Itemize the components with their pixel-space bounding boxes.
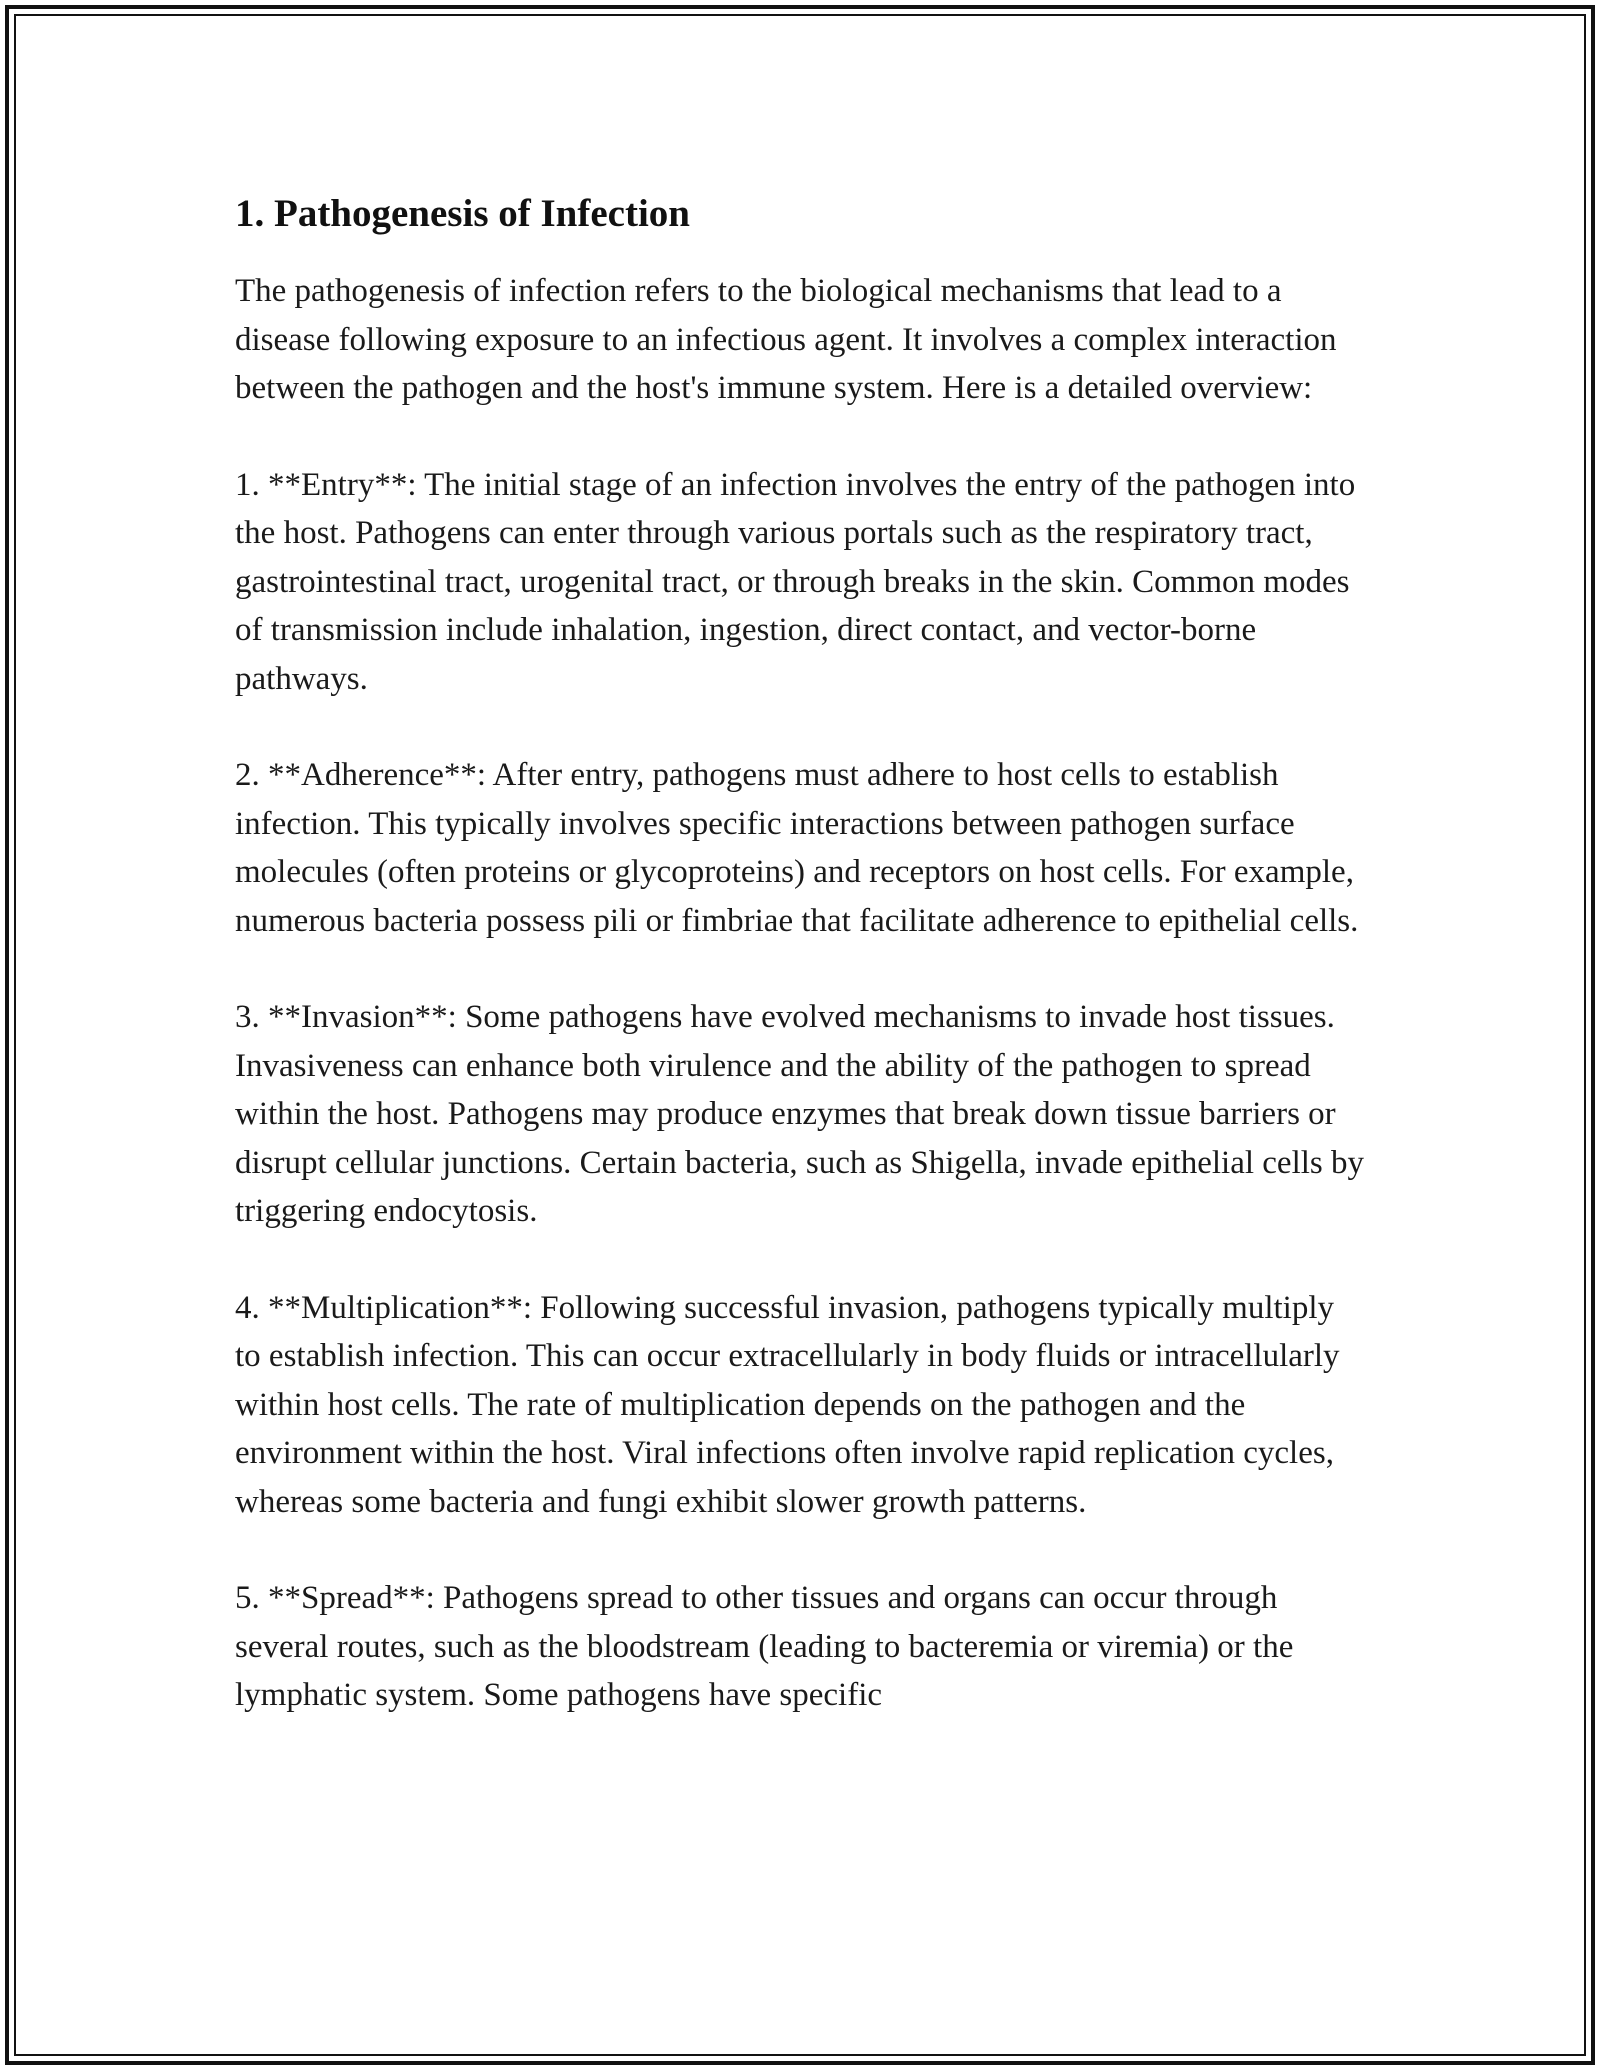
spread-paragraph: 5. **Spread**: Pathogens spread to other tissues and organs can occur through several routes, such as the bloodstream (leading to bacteremia or viremia) or the lymphatic system. Some pathogens have specific [235,1580,1294,1713]
document-page [235,188,1365,1720]
entry-paragraph: 1. **Entry**: The initial stage of an infection involves the entry of the pathogen into the host. Pathogens can enter through various portals such as the respiratory tract, gastrointestinal tract, urogenital tract, or through breaks in the skin. Common modes of transmission include inhalation, ingestion, direct contact, and vector-borne pathways. [235,466,1356,697]
adherence-paragraph: 2. **Adherence**: After entry, pathogens must adhere to host cells to establish infection. This typically involves specific interactions between pathogen surface molecules (often proteins or glycoproteins) and receptors on host cells. For example, numerous bacteria possess pili or fimbriae that facilitate adherence to epithelial cells. [235,757,1359,939]
invasion-paragraph: 3. **Invasion**: Some pathogens have evolved mechanisms to invade host tissues. Invasiveness can enhance both virulence and the ability of the pathogen to spread within the host. Pathogens may produce enzymes that break down tissue barriers or disrupt cellular junctions. Certain bacteria, such as Shigella, invade epithelial cells by triggering endocytosis. [235,999,1364,1229]
document-title: 1. Pathogenesis of Infection [235,192,690,235]
multiplication-paragraph: 4. **Multiplication**: Following successful invasion, pathogens typically multiply to establish infection. This can occur extracellularly in body fluids or intracellularly within host cells. The rate of multiplication depends on the pathogen and the environment within the host. Viral infections often involve rapid replication cycles, whereas some bacteria and fungi exhibit slower growth patterns. [235,1289,1340,1520]
intro-paragraph: The pathogenesis of infection refers to the biological mechanisms that lead to a disease following exposure to an infectious agent. It involves a complex interaction between the pathogen and the host's immune system. Here is a detailed overview: [235,273,1337,406]
